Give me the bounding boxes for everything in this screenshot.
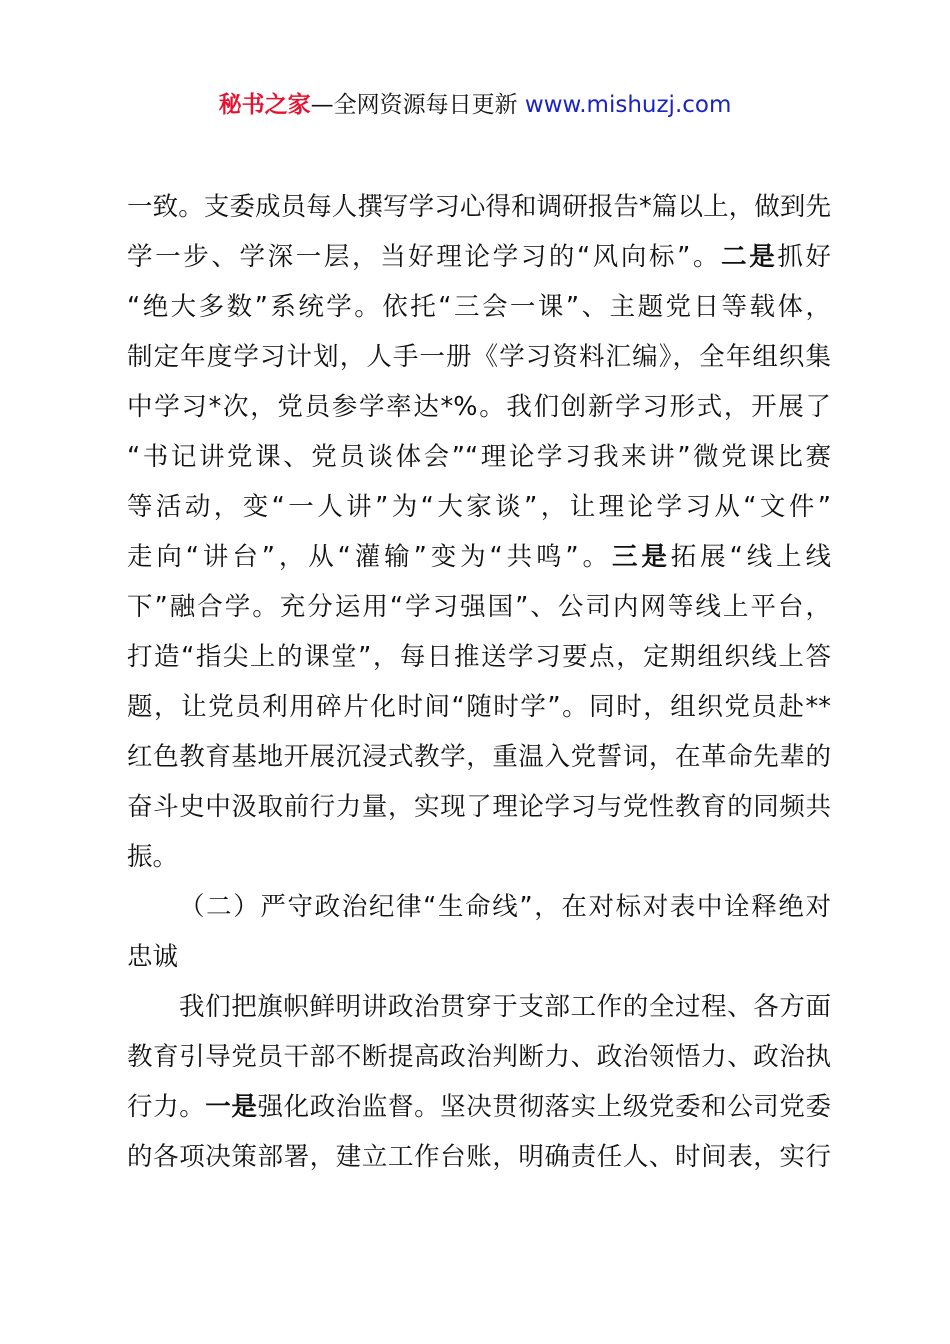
text-line: 的各项决策部署，建立工作台账，明确责任人、时间表，实行 xyxy=(127,1142,831,1172)
page-header xyxy=(0,88,950,122)
text-line: 打造“指尖上的课堂”，每日推送学习要点，定期组织线上答 xyxy=(127,642,831,672)
emphasis-text: 二是 xyxy=(721,242,778,272)
text-line: 下”融合学。充分运用“学习强国”、公司内网等线上平台， xyxy=(127,592,831,622)
text-line: 一致。支委成员每人撰写学习心得和调研报告*篇以上，做到先 xyxy=(127,192,831,222)
text-line: 制定年度学习计划，人手一册《学习资料汇编》，全年组织集 xyxy=(127,342,831,372)
section-heading-continued: 忠诚 xyxy=(127,942,179,972)
text-line: 等活动，变“一人讲”为“大家谈”，让理论学习从“文件” xyxy=(127,492,831,522)
text-line: 振。 xyxy=(127,842,179,872)
text-line: 中学习*次，党员参学率达*%。我们创新学习形式，开展了 xyxy=(127,392,831,422)
text-line: 奋斗史中汲取前行力量，实现了理论学习与党性教育的同频共 xyxy=(127,792,831,822)
brand-name: 秘书之家 xyxy=(218,92,311,118)
header-tagline: —全网资源每日更新 xyxy=(310,92,525,118)
text-line: 教育引导党员干部不断提高政治判断力、政治领悟力、政治执 xyxy=(127,1042,831,1072)
section-heading: （二）严守政治纪律“生命线”，在对标对表中诠释绝对 xyxy=(179,892,831,922)
site-url-link[interactable]: www.mishuzj.com xyxy=(524,92,732,118)
text-line: 我们把旗帜鲜明讲政治贯穿于支部工作的全过程、各方面 xyxy=(179,992,831,1022)
text-line: “绝大多数”系统学。依托“三会一课”、主题党日等载体， xyxy=(127,292,831,322)
emphasis-text: 一是 xyxy=(205,1092,258,1122)
text-line: 学一步、学深一层，当好理论学习的“风向标”。二是抓好 xyxy=(127,242,831,272)
text-line: “书记讲党课、党员谈体会”“理论学习我来讲”微党课比赛 xyxy=(127,442,831,472)
text-line: 题，让党员利用碎片化时间“随时学”。同时，组织党员赴** xyxy=(127,692,831,722)
text-line: 红色教育基地开展沉浸式教学，重温入党誓词，在革命先辈的 xyxy=(127,742,831,772)
emphasis-text: 三是 xyxy=(611,542,671,572)
document-body xyxy=(127,182,831,1182)
text-line: 行力。一是强化政治监督。坚决贯彻落实上级党委和公司党委 xyxy=(127,1092,831,1122)
text-line: 走向“讲台”，从“灌输”变为“共鸣”。三是拓展“线上线 xyxy=(127,542,831,572)
